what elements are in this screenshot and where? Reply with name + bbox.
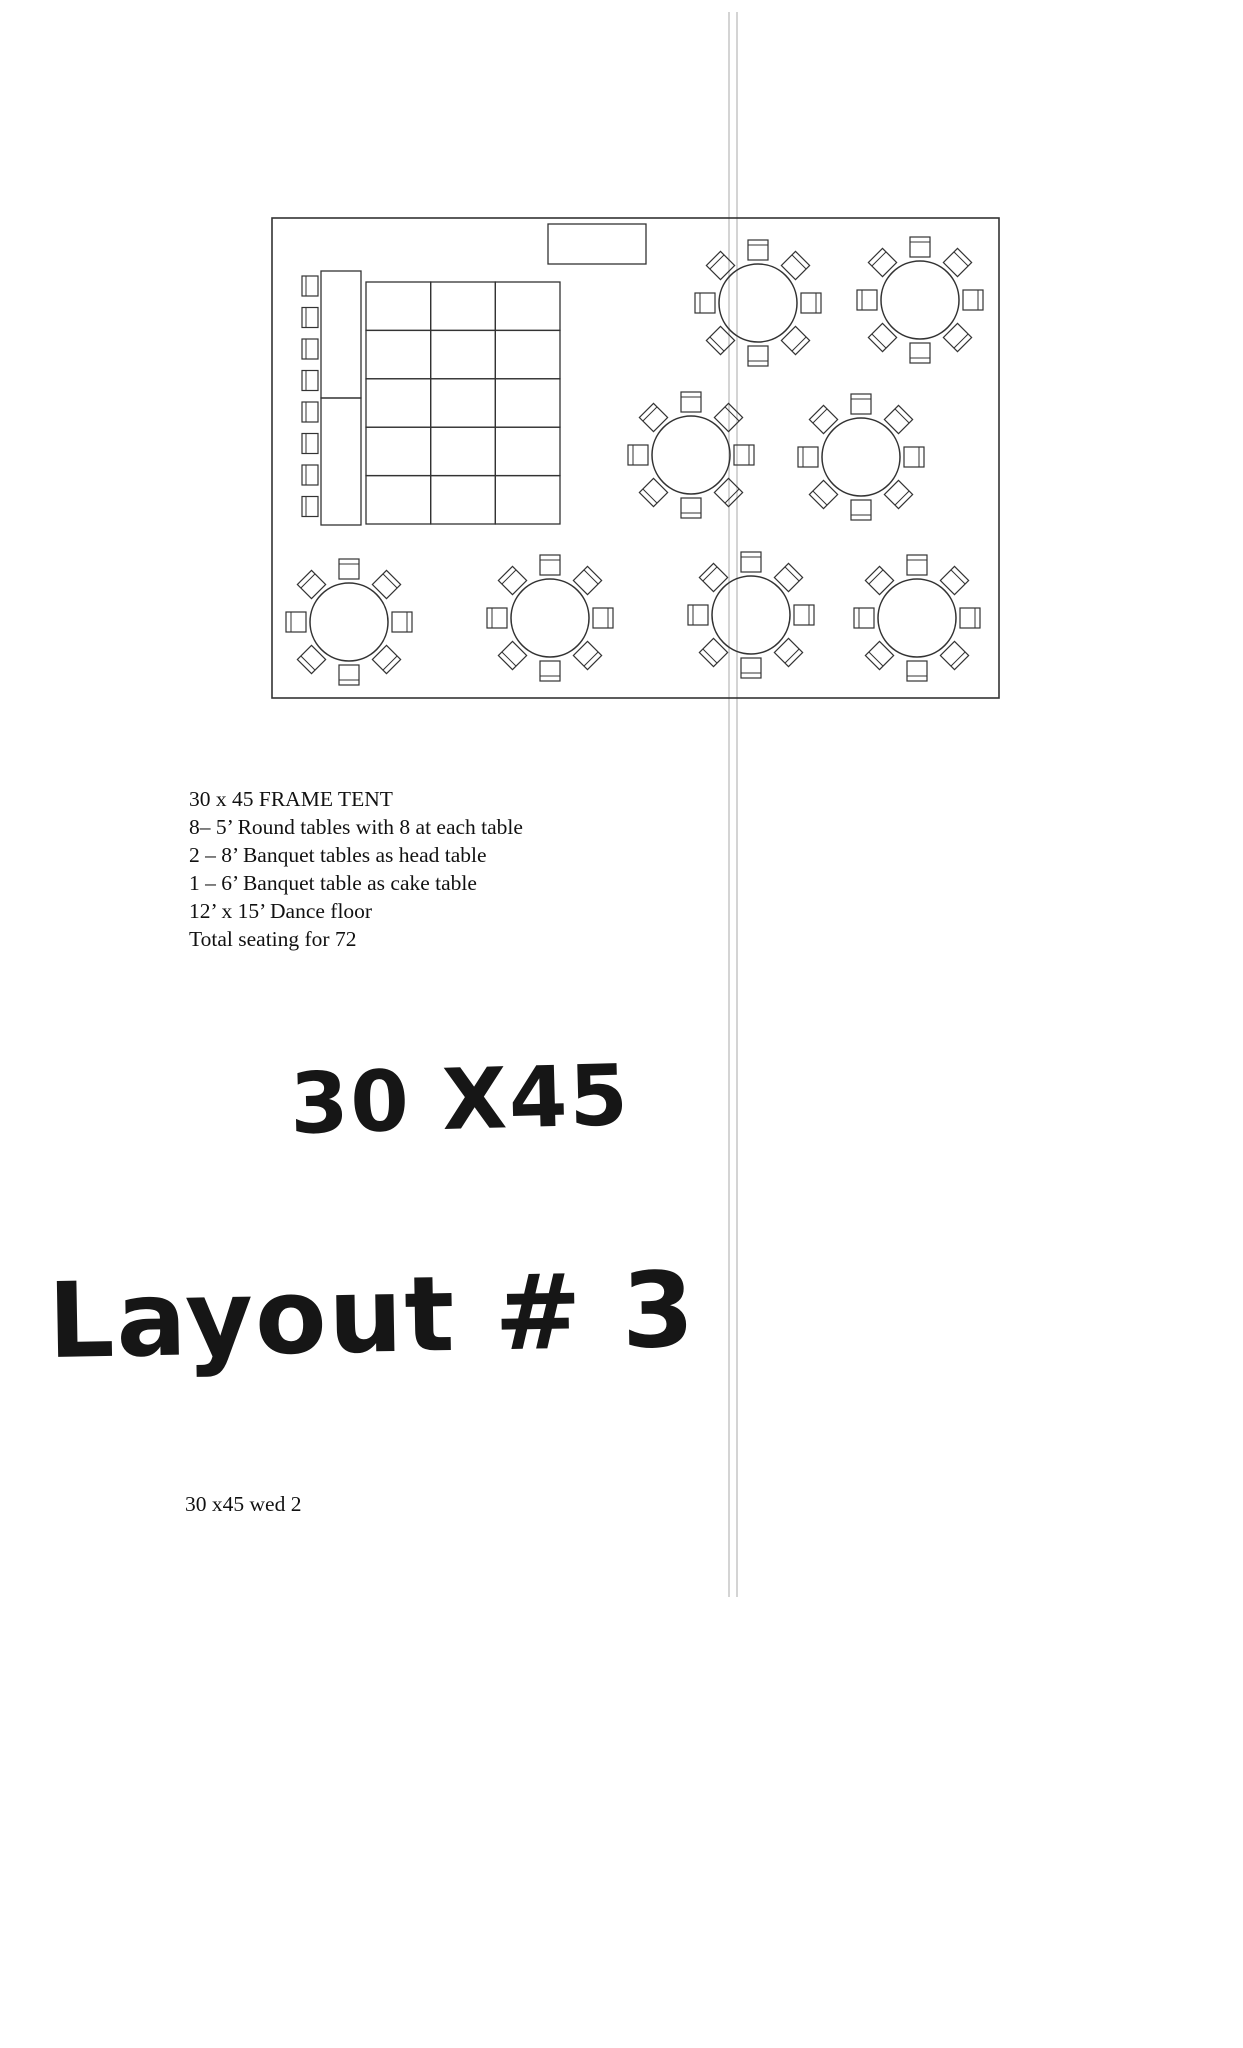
dance-floor-panel [431, 379, 496, 427]
chair-back [725, 489, 739, 503]
chair [748, 346, 768, 366]
round-table [688, 552, 814, 678]
chair [540, 661, 560, 681]
footer-reference: 30 x45 wed 2 [185, 1492, 302, 1516]
chair-back [725, 407, 739, 421]
chair-seat [487, 608, 507, 628]
chair [960, 608, 980, 628]
round-table [695, 240, 821, 366]
table-top [712, 576, 790, 654]
table-top [719, 264, 797, 342]
chair-back [643, 407, 657, 421]
spec-item: 8– 5’ Round tables with 8 at each table [189, 815, 523, 839]
chair [339, 665, 359, 685]
chair [681, 392, 701, 412]
chair-seat [963, 290, 983, 310]
head-table [321, 398, 361, 525]
table-top [652, 416, 730, 494]
chair-seat [910, 343, 930, 363]
chair-seat [688, 605, 708, 625]
head-table-chair [302, 434, 318, 454]
handwritten-layout-label: Layout # 3 [46, 1248, 698, 1382]
chair [907, 555, 927, 575]
chair-seat [540, 661, 560, 681]
chair-seat [960, 608, 980, 628]
chair-back [785, 649, 799, 663]
chair-seat [904, 447, 924, 467]
chair-back [895, 491, 909, 505]
chair [910, 237, 930, 257]
tent-outline [272, 218, 999, 698]
chair-seat [681, 498, 701, 518]
chair [540, 555, 560, 575]
chair-seat [748, 240, 768, 260]
head-table-group [302, 271, 361, 525]
spec-item: 2 – 8’ Banquet tables as head table [189, 843, 487, 867]
chair-back [954, 334, 968, 348]
chair [487, 608, 507, 628]
head-table-chair [302, 276, 318, 296]
chair-back [643, 489, 657, 503]
head-table-chair [302, 465, 318, 485]
chair-back [872, 252, 886, 266]
table-top [310, 583, 388, 661]
dance-floor-panel [431, 330, 496, 378]
chair [286, 612, 306, 632]
chair-seat [851, 500, 871, 520]
chair-seat [794, 605, 814, 625]
round-table [857, 237, 983, 363]
chair-seat [741, 658, 761, 678]
dance-floor-panel [495, 427, 560, 475]
chair-back [954, 252, 968, 266]
chair-seat [339, 559, 359, 579]
chair [794, 605, 814, 625]
chair-seat [392, 612, 412, 632]
spec-item: 30 x 45 FRAME TENT [189, 787, 393, 811]
chair-back [710, 255, 724, 269]
table-top [822, 418, 900, 496]
chair [695, 293, 715, 313]
chair-seat [286, 612, 306, 632]
head-table-chair [302, 308, 318, 328]
chair-seat [695, 293, 715, 313]
chair-back [703, 567, 717, 581]
chair [963, 290, 983, 310]
chair-seat [540, 555, 560, 575]
chair [857, 290, 877, 310]
round-table-group [286, 237, 983, 685]
table-top [881, 261, 959, 339]
dance-floor-panel [366, 330, 431, 378]
chair [741, 658, 761, 678]
chair [904, 447, 924, 467]
chair [910, 343, 930, 363]
cake-table [548, 224, 646, 264]
spec-item: 12’ x 15’ Dance floor [189, 899, 373, 923]
chair-back [383, 574, 397, 588]
chair-back [703, 649, 717, 663]
spec-item: Total seating for 72 [189, 927, 357, 951]
tent-layout-diagram [0, 0, 1243, 760]
chair-seat [741, 552, 761, 572]
chair [681, 498, 701, 518]
head-table [321, 271, 361, 398]
table-top [511, 579, 589, 657]
chair-back [584, 570, 598, 584]
chair-back [792, 337, 806, 351]
chair-back [710, 337, 724, 351]
chair-back [383, 656, 397, 670]
dance-floor-panel [431, 476, 496, 524]
chair-back [301, 574, 315, 588]
chair-seat [593, 608, 613, 628]
chair [688, 605, 708, 625]
chair-seat [854, 608, 874, 628]
head-table-chair [302, 402, 318, 422]
dance-floor-panel [495, 379, 560, 427]
table-top [878, 579, 956, 657]
chair-seat [907, 555, 927, 575]
round-table [286, 559, 412, 685]
chair-back [895, 409, 909, 423]
chair-back [502, 570, 516, 584]
chair-back [502, 652, 516, 666]
dance-floor-panel [366, 379, 431, 427]
chair-seat [910, 237, 930, 257]
round-table [798, 394, 924, 520]
dance-floor-panel [431, 282, 496, 330]
chair [851, 500, 871, 520]
dance-floor-panel [431, 427, 496, 475]
chair [907, 661, 927, 681]
chair-back [951, 570, 965, 584]
chair-seat [798, 447, 818, 467]
chair-back [813, 491, 827, 505]
round-table [628, 392, 754, 518]
chair-back [813, 409, 827, 423]
dance-floor-panel [495, 282, 560, 330]
head-table-chair [302, 497, 318, 517]
chair-back [792, 255, 806, 269]
chair [593, 608, 613, 628]
chair [851, 394, 871, 414]
chair [854, 608, 874, 628]
chair-back [951, 652, 965, 666]
spec-item: 1 – 6’ Banquet table as cake table [189, 871, 477, 895]
chair [801, 293, 821, 313]
dance-floor-panel [366, 427, 431, 475]
chair [628, 445, 648, 465]
dance-floor-panel [366, 476, 431, 524]
chair-seat [339, 665, 359, 685]
chair-seat [801, 293, 821, 313]
chair-seat [628, 445, 648, 465]
head-table-chair [302, 339, 318, 359]
dance-floor-panel [495, 330, 560, 378]
chair-back [785, 567, 799, 581]
chair-seat [907, 661, 927, 681]
tent-specification-list [189, 785, 523, 953]
chair [734, 445, 754, 465]
chair-back [872, 334, 886, 348]
chair-seat [734, 445, 754, 465]
chair [741, 552, 761, 572]
round-table [487, 555, 613, 681]
head-table-chair [302, 371, 318, 391]
chair [748, 240, 768, 260]
chair-seat [748, 346, 768, 366]
chair-back [869, 570, 883, 584]
chair-seat [857, 290, 877, 310]
dance-floor-panel [495, 476, 560, 524]
chair [798, 447, 818, 467]
chair-back [584, 652, 598, 666]
round-table [854, 555, 980, 681]
dance-floor-panel [366, 282, 431, 330]
chair-seat [681, 392, 701, 412]
dance-floor [366, 282, 560, 524]
handwritten-tent-size: 30 X45 [288, 1046, 631, 1153]
chair-back [869, 652, 883, 666]
chair [339, 559, 359, 579]
chair [392, 612, 412, 632]
chair-back [301, 656, 315, 670]
chair-seat [851, 394, 871, 414]
